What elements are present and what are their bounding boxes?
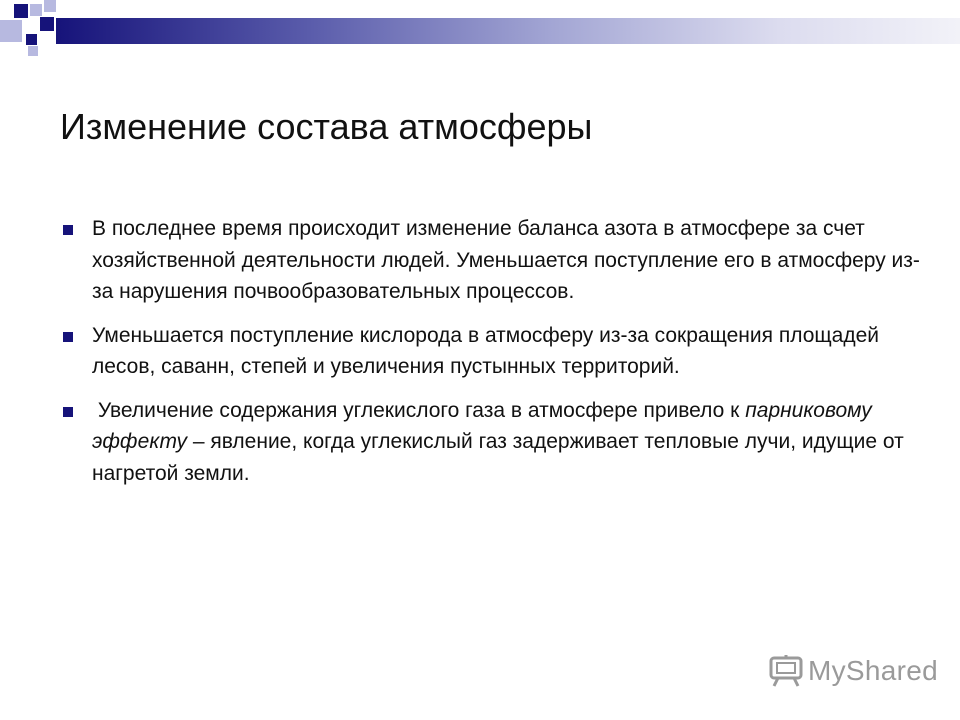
corner-square-lavender-2 (0, 20, 22, 42)
bullet-item-carbon-dioxide (60, 395, 920, 490)
corner-square-lavender-1 (30, 4, 42, 16)
bullet-item-nitrogen (60, 213, 920, 308)
watermark-text: MyShared (808, 655, 939, 686)
bullet-text-after: – явление, когда углекислый газ задерживает тепловые лучи, идущие от нагретой земли. (92, 430, 904, 485)
corner-square-lavender-3 (44, 0, 56, 12)
square-bullet-icon (63, 332, 73, 342)
bullet-text: В последнее время происходит изменение баланса азота в атмосфере за счет хозяйственной деятельности людей. Уменьшается поступление его в атмосферу из-за нарушения почвообразовательных процессов. (92, 217, 920, 303)
watermark-logo (768, 654, 938, 688)
bullet-item-oxygen (60, 320, 920, 383)
square-bullet-icon (63, 407, 73, 417)
corner-square-navy-2 (40, 17, 54, 31)
header-gradient-bar (56, 18, 960, 44)
bullet-text: Уменьшается поступление кислорода в атмосферу из-за сокращения площадей лесов, саванн, степей и увеличения пустынных территорий. (92, 323, 879, 378)
corner-square-navy-3 (26, 34, 37, 45)
square-bullet-icon (63, 225, 73, 235)
bullet-list (60, 213, 920, 501)
bullet-text-before: Увеличение содержания углекислого газа в атмосфере привело к (92, 398, 746, 422)
presentation-board-icon (768, 654, 804, 688)
bullet-text-emphasis: парниковому эффекту (92, 398, 872, 453)
corner-square-navy-1 (14, 4, 28, 18)
slide-title: Изменение состава атмосферы (60, 106, 593, 147)
corner-square-lavender-4 (28, 46, 38, 56)
